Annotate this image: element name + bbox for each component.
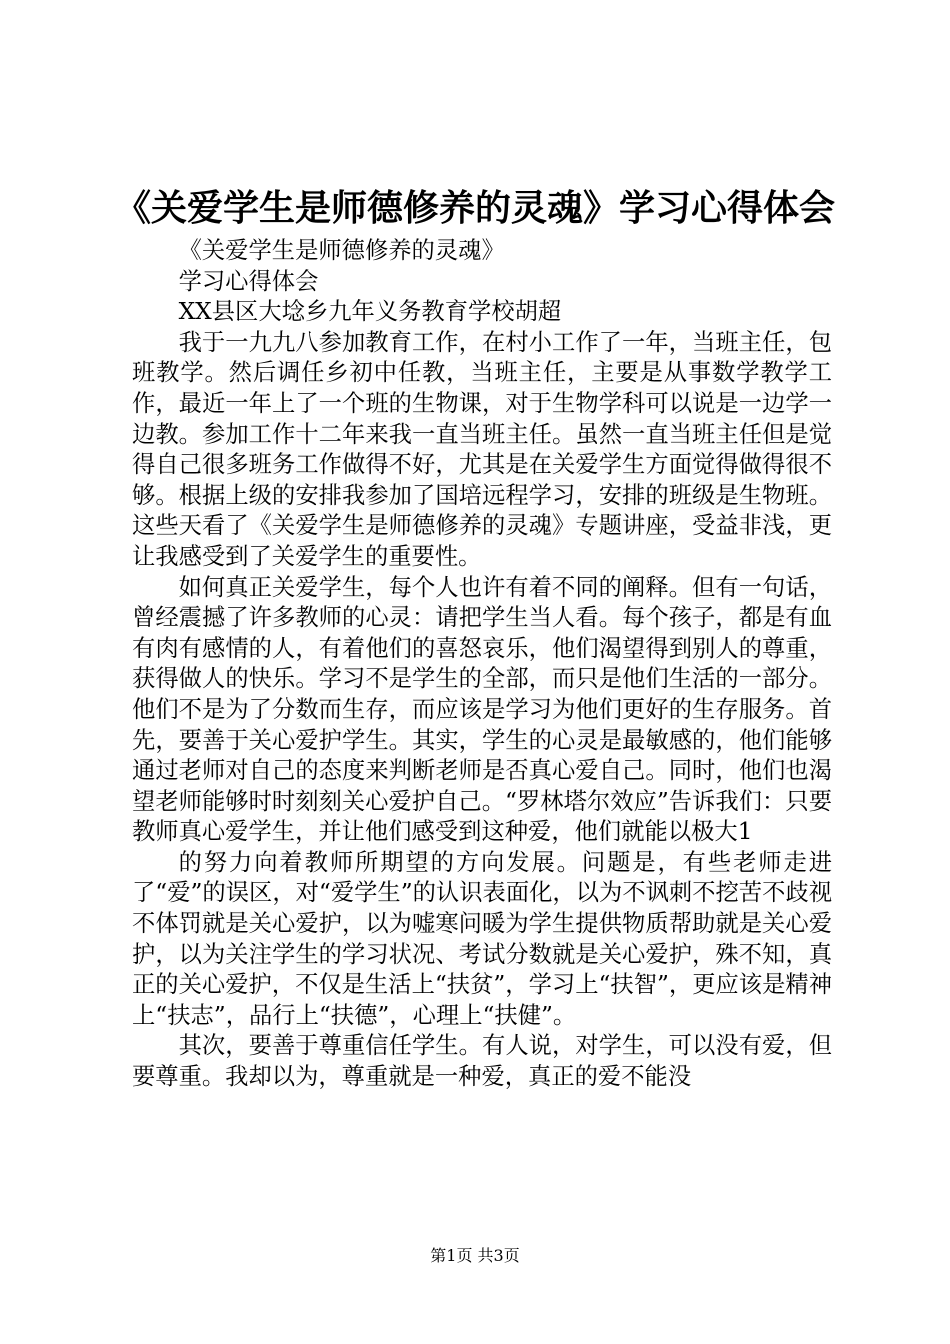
paragraph-subtitle-2: 学习心得体会 [178, 267, 319, 295]
document-body [132, 236, 832, 1093]
page-footer: 第1页 共3页 [430, 1246, 520, 1265]
document-title: 《关爱学生是师德修养的灵魂》学习心得体会 [114, 187, 835, 229]
paragraph: 的努力向着教师所期望的方向发展。问题是，有些老师走进了“爱”的误区，对“爱学生”的认识表面化，以为不讽刺不挖苦不歧视不体罚就是关心爱护，以为嘘寒问暖为学生提供物质帮助就是关心爱护，以为关注学生的学习状况、考试分数就是关心爱护，殊不知，真正的关心爱护，不仅是生活上“扶贫”，学习上“扶智”，更应该是精神上“扶志”，品行上“扶德”，心理上“扶健”。 [132, 848, 832, 1029]
paragraph: 其次，要善于尊重信任学生。有人说，对学生，可以没有爱，但要尊重。我却以为，尊重就是一种爱，真正的爱不能没 [132, 1032, 832, 1091]
paragraph: 如何真正关爱学生，每个人也许有着不同的阐释。但有一句话，曾经震撼了许多教师的心灵：请把学生当人看。每个孩子，都是有血有肉有感情的人，有着他们的喜怒哀乐，他们渴望得到别人的尊重，获得做人的快乐。学习不是学生的全部，而只是他们生活的一部分。他们不是为了分数而生存，而应该是学习为他们更好的生存服务。首先，要善于关心爱护学生。其实，学生的心灵是最敏感的，他们能够通过老师对自己的态度来判断老师是否真心爱自己。同时，他们也渴望老师能够时时刻刻关心爱护自己。“罗林塔尔效应”告诉我们：只要教师真心爱学生，并让他们感受到这种爱，他们就能以极大1 [132, 573, 832, 846]
paragraph-author: XX县区大埝乡九年义务教育学校胡超 [178, 298, 562, 326]
paragraph: 我于一九九八参加教育工作，在村小工作了一年，当班主任，包班教学。然后调任乡初中任教，当班主任，主要是从事数学教学工作，最近一年上了一个班的生物课，对于生物学科可以说是一边学一边教。参加工作十二年来我一直当班主任。虽然一直当班主任但是觉得自己很多班务工作做得不好，尤其是在关爱学生方面觉得做得很不够。根据上级的安排我参加了国培远程学习，安排的班级是生物班。这些天看了《关爱学生是师德修养的灵魂》专题讲座，受益非浅，更让我感受到了关爱学生的重要性。 [132, 328, 832, 570]
paragraph-subtitle: 《关爱学生是师德修养的灵魂》 [178, 237, 505, 264]
